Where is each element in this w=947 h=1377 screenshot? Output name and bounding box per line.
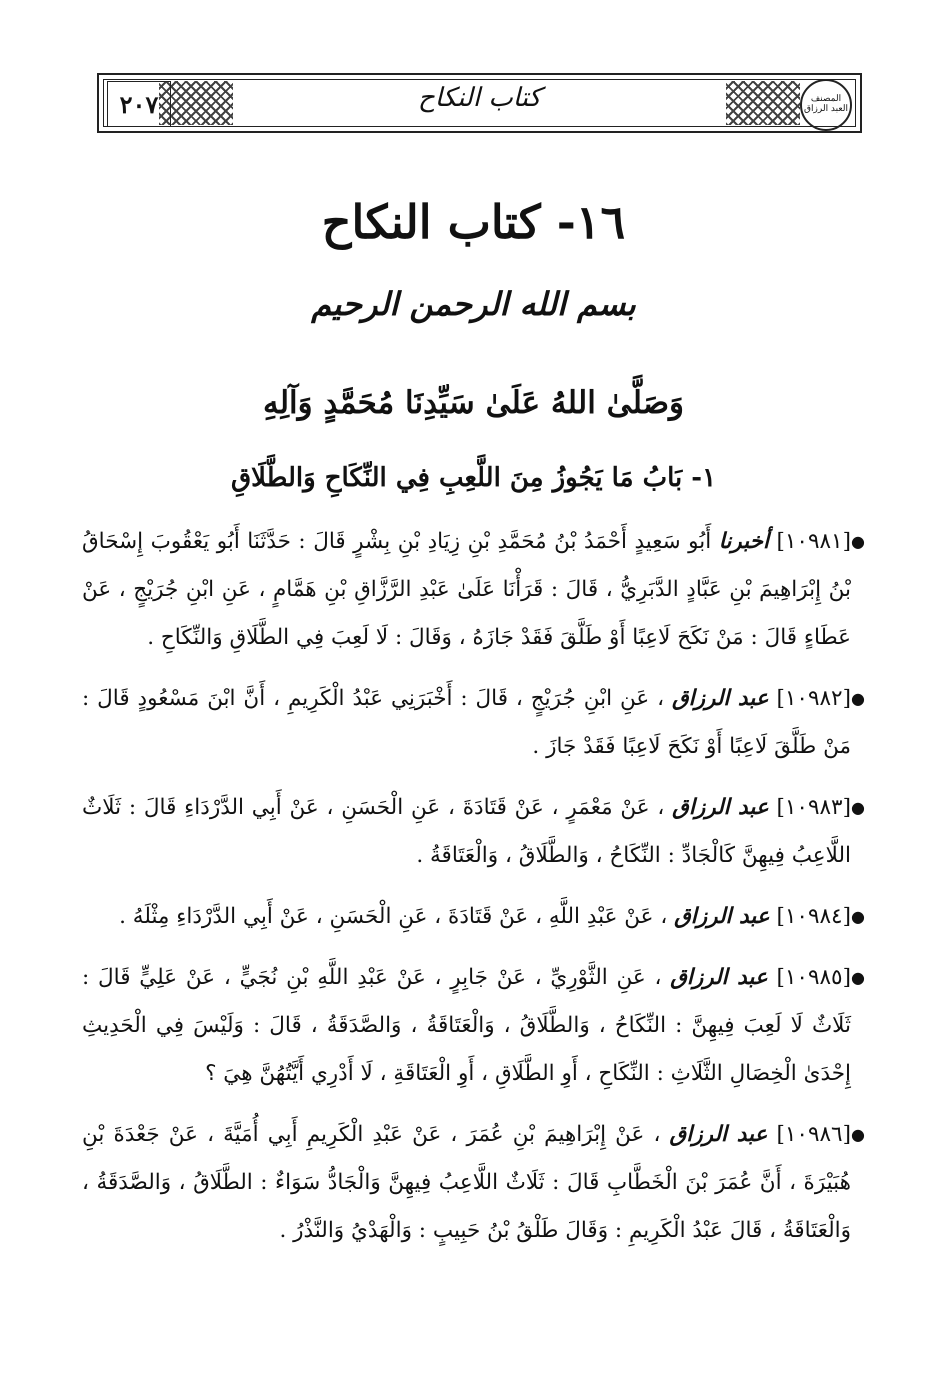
hadith-number: [١٠٩٨٢]: [776, 686, 851, 711]
hadith-number: [١٠٩٨٥]: [776, 965, 851, 990]
bullet-icon: ●: [851, 532, 865, 551]
hadith-text: ، عَنِ ابْنِ جُرَيْجٍ ، قَالَ : أَخْبَرَنِي عَبْدُ الْكَرِيمِ ، أَنَّ ابْنَ مَسْعُودٍ قَالَ : مَنْ طَلَّقَ لَاعِبًا أَوْ نَكَحَ لَاعِبًا فَقَدْ جَازَ .: [82, 686, 851, 759]
hadith-source: عبد الرزاق: [670, 965, 768, 990]
hadith-text: أَبُو سَعِيدٍ أَحْمَدُ بْنُ مُحَمَّدِ بْنِ زِيَادِ بْنِ بِشْرٍ قَالَ : حَدَّثَنَا أَبُو يَعْقُوبَ إِسْحَاقُ بْنُ إِبْرَاهِيمَ بْنِ عَبَّادٍ الدَّبَرِيُّ ، قَالَ : قَرَأْنَا عَلَىٰ عَبْدِ الرَّزَّاقِ بْنِ هَمَّامٍ ، عَنِ ابْنِ جُرَيْجٍ ، عَنْ عَطَاءٍ قَالَ : مَنْ نَكَحَ لَاعِبًا أَوْ طَلَّقَ فَقَدْ جَازَهُ ، وَقَالَ : لَا لَعِبَ فِي الطَّلَاقِ وَالنِّكَاحِ .: [82, 529, 851, 650]
hadith-text: ، عَنْ عَبْدِ اللَّهِ ، عَنْ قَتَادَةَ ، عَنِ الْحَسَنِ ، عَنْ أَبِي الدَّرْدَاءِ مِثْلَهُ .: [119, 904, 668, 929]
chapter-title: ١- بَابُ مَا يَجُوزُ مِنَ اللَّعِبِ فِي النِّكَاحِ وَالطَّلَاقِ: [230, 463, 717, 493]
hadith-entry: [82, 784, 865, 880]
hadith-source: أخبرنا: [718, 529, 769, 554]
publisher-seal: المصنف العبد الرزاق: [800, 79, 852, 131]
running-title: كتاب النكاح: [418, 83, 541, 113]
hadith-entry: [82, 893, 865, 941]
hadith-text: ، عَنْ إِبْرَاهِيمَ بْنِ عُمَرَ ، عَنْ عَبْدِ الْكَرِيمِ أَبِي أُمَيَّةَ ، عَنْ جَعْدَةَ بْنِ هُبَيْرَةَ ، أَنَّ عُمَرَ بْنَ الْخَطَّابِ قَالَ : ثَلَاثٌ اللَّاعِبُ فِيهِنَّ وَالْجَادُّ سَوَاءٌ : الطَّلَاقُ ، وَالصَّدَقَةُ ، وَالْعَتَاقَةُ ، قَالَ عَبْدُ الْكَرِيمِ : وَقَالَ طَلْقُ بْنُ حَبِيبٍ : وَالْهَدْيُ وَالنَّذْرُ .: [82, 1122, 851, 1243]
hadith-text: ، عَنْ مَعْمَرٍ ، عَنْ قَتَادَةَ ، عَنِ الْحَسَنِ ، عَنْ أَبِي الدَّرْدَاءِ قَالَ : ثَلَاثٌ اللَّاعِبُ فِيهِنَّ كَالْجَادِّ : النِّكَاحُ ، وَالطَّلَاقُ ، وَالْعَتَاقَةُ .: [82, 795, 851, 868]
book-title: ١٦- كتاب النكاح: [321, 195, 626, 249]
bullet-icon: ●: [851, 1125, 865, 1144]
hadith-number: [١٠٩٨٤]: [776, 904, 851, 929]
bullet-icon: ●: [851, 798, 865, 817]
hadith-text: ، عَنِ الثَّوْرِيِّ ، عَنْ جَابِرٍ ، عَنْ عَبْدِ اللَّهِ بْنِ نُجَيٍّ ، عَنْ عَلِيٍّ قَالَ : ثَلَاثٌ لَا لَعِبَ فِيهِنَّ : النِّكَاحُ ، وَالطَّلَاقُ ، وَالْعَتَاقَةُ ، وَالصَّدَقَةُ ، قَالَ : وَلَيْسَ فِي الْحَدِيثِ إِحْدَىٰ الْخِصَالِ الثَّلَاثِ : النِّكَاحِ ، أَوِ الطَّلَاقِ ، أَوِ الْعَتَاقَةِ ، لَا أَدْرِي أَيَّتُهُنَّ هِيَ ؟: [82, 965, 851, 1086]
page-header: [97, 73, 862, 133]
bullet-icon: ●: [851, 907, 865, 926]
hadith-entry: [82, 954, 865, 1098]
hadith-list: [82, 518, 865, 1268]
header-ornament-right: [726, 81, 800, 125]
hadith-number: [١٠٩٨٣]: [776, 795, 851, 820]
page-number: ٢٠٧: [107, 81, 171, 127]
hadith-number: [١٠٩٨٦]: [776, 1122, 851, 1147]
hadith-number: [١٠٩٨١]: [776, 529, 851, 554]
hadith-source: عبد الرزاق: [671, 686, 769, 711]
hadith-entry: [82, 675, 865, 771]
hadith-source: عبد الرزاق: [672, 795, 769, 820]
salawat-line: وَصَلَّىٰ اللهُ عَلَىٰ سَيِّدِنَا مُحَمَّدٍ وَآلِهِ: [262, 385, 685, 421]
bullet-icon: ●: [851, 968, 865, 987]
bullet-icon: ●: [851, 689, 865, 708]
hadith-source: عبد الرزاق: [669, 1122, 768, 1147]
hadith-source: عبد الرزاق: [674, 904, 770, 929]
hadith-entry: [82, 518, 865, 662]
hadith-entry: [82, 1111, 865, 1255]
basmala: بسم الله الرحمن الرحيم: [311, 285, 636, 323]
